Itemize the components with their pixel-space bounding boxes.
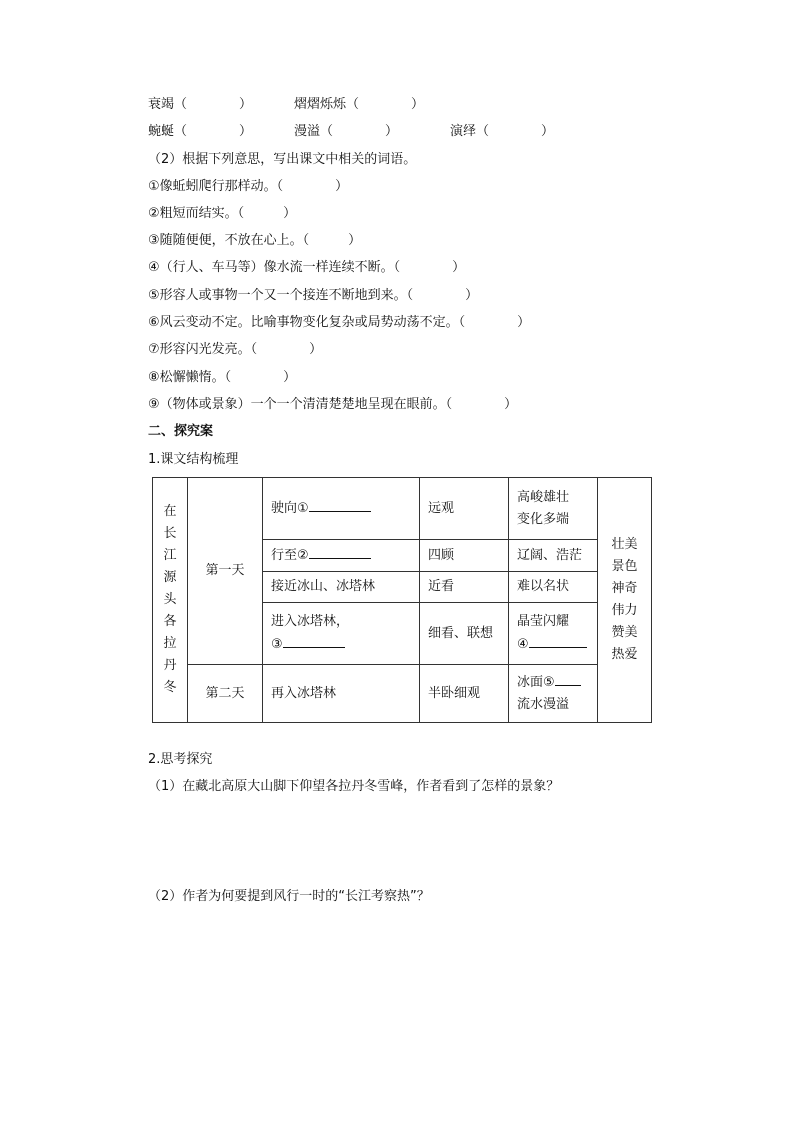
vertical-char: 源 (163, 570, 177, 585)
route-cell (263, 478, 420, 540)
route-text: ③ (271, 637, 283, 652)
vertical-char: 丹 (163, 658, 177, 673)
day-two-cell: 第二天 (188, 665, 263, 723)
meaning-item[interactable]: ①像蚯蚓爬行那样动。（ ） (148, 179, 349, 194)
answer-paren[interactable]: （ ） (320, 124, 399, 139)
vertical-char: 冬 (163, 680, 177, 695)
scene-text: 晶莹闪耀 (517, 614, 570, 629)
scene-cell (509, 478, 598, 540)
word-item (294, 123, 398, 141)
mode-cell: 远观 (420, 478, 509, 540)
thinking-title: 2.思考探究 (148, 752, 213, 767)
word-text: 衰竭 (148, 97, 175, 112)
vertical-char: 各 (163, 614, 177, 629)
word-text: 演绎 (450, 124, 477, 139)
section-title: 二、探究案 (148, 424, 214, 439)
scene-text: 变化多端 (517, 511, 570, 527)
meaning-item[interactable]: ④（行人、车马等）像水流一样连续不断。（ ） (148, 260, 466, 275)
word-item (450, 123, 554, 141)
word-text: 蜿蜒 (148, 124, 175, 139)
scene-cell: 辽阔、浩茫 (509, 540, 598, 572)
meaning-item[interactable]: ⑨（物体或景象）一个一个清清楚楚地呈现在眼前。（ ） (148, 397, 518, 412)
feeling-text: 神奇伟力 (611, 581, 638, 618)
word-text: 熠熠烁烁 (294, 97, 347, 112)
scene-cell (509, 665, 598, 723)
scene-text: 高峻雄壮 (517, 489, 570, 505)
meaning-item[interactable]: ③随随便便，不放在心上。（ ） (148, 233, 362, 248)
mode-cell: 半卧细观 (420, 665, 509, 723)
mode-cell: 近看 (420, 572, 509, 603)
vertical-char: 在 (163, 504, 177, 519)
feeling-text: 赞美热爱 (611, 625, 638, 662)
answer-blank[interactable] (529, 633, 587, 648)
word-item (294, 96, 424, 114)
thinking-question-1: （1）在藏北高原大山脚下仰望各拉丹冬雪峰，作者看到了怎样的景象？ (148, 779, 560, 794)
answer-blank[interactable] (309, 497, 371, 512)
meaning-item[interactable]: ②粗短而结实。（ ） (148, 206, 297, 221)
meaning-item[interactable]: ⑦形容闪光发亮。（ ） (148, 342, 323, 357)
route-cell (263, 540, 420, 572)
route-cell: 接近冰山、冰塔林 (263, 572, 420, 603)
question-2-heading: （2）根据下列意思，写出课文中相关的词语。 (148, 152, 417, 167)
route-cell (263, 603, 420, 665)
scene-text: 冰面⑤ (517, 675, 555, 690)
mode-cell: 四顾 (420, 540, 509, 572)
thinking-question-2: （2）作者为何要提到风行一时的“长江考察热”？ (148, 889, 430, 904)
structure-title: 1.课文结构梳理 (148, 452, 239, 467)
feeling-text: 壮美景色 (611, 537, 638, 574)
answer-paren[interactable]: （ ） (174, 97, 253, 112)
vertical-char: 头 (163, 592, 177, 607)
answer-blank[interactable] (309, 544, 371, 559)
answer-paren[interactable]: （ ） (476, 124, 555, 139)
route-text: 行至② (271, 548, 309, 563)
vertical-label (153, 478, 188, 723)
answer-blank[interactable] (555, 671, 581, 686)
mode-cell: 细看、联想 (420, 603, 509, 665)
answer-paren[interactable]: （ ） (346, 97, 425, 112)
route-text: 进入冰塔林， (271, 614, 350, 629)
meaning-item[interactable]: ⑥风云变动不定。比喻事物变化复杂或局势动荡不定。（ ） (148, 315, 531, 330)
scene-text: 流水漫溢 (517, 697, 570, 712)
word-item (148, 123, 252, 141)
day-one-cell: 第一天 (188, 478, 263, 665)
meaning-item[interactable]: ⑤形容人或事物一个又一个接连不断地到来。（ ） (148, 288, 479, 303)
word-item (148, 96, 252, 114)
answer-blank[interactable] (283, 633, 345, 648)
word-text: 漫溢 (294, 124, 321, 139)
vertical-char: 长 (163, 526, 177, 541)
meaning-item[interactable]: ⑧松懈懒惰。（ ） (148, 370, 297, 385)
structure-table (152, 477, 652, 723)
scene-cell: 难以名状 (509, 572, 598, 603)
answer-paren[interactable]: （ ） (174, 124, 253, 139)
route-text: 驶向① (271, 501, 309, 516)
feeling-cell (598, 478, 652, 723)
route-cell: 再入冰塔林 (263, 665, 420, 723)
scene-text: ④ (517, 637, 529, 652)
vertical-char: 江 (163, 548, 177, 563)
scene-cell (509, 603, 598, 665)
vertical-char: 拉 (163, 636, 177, 651)
